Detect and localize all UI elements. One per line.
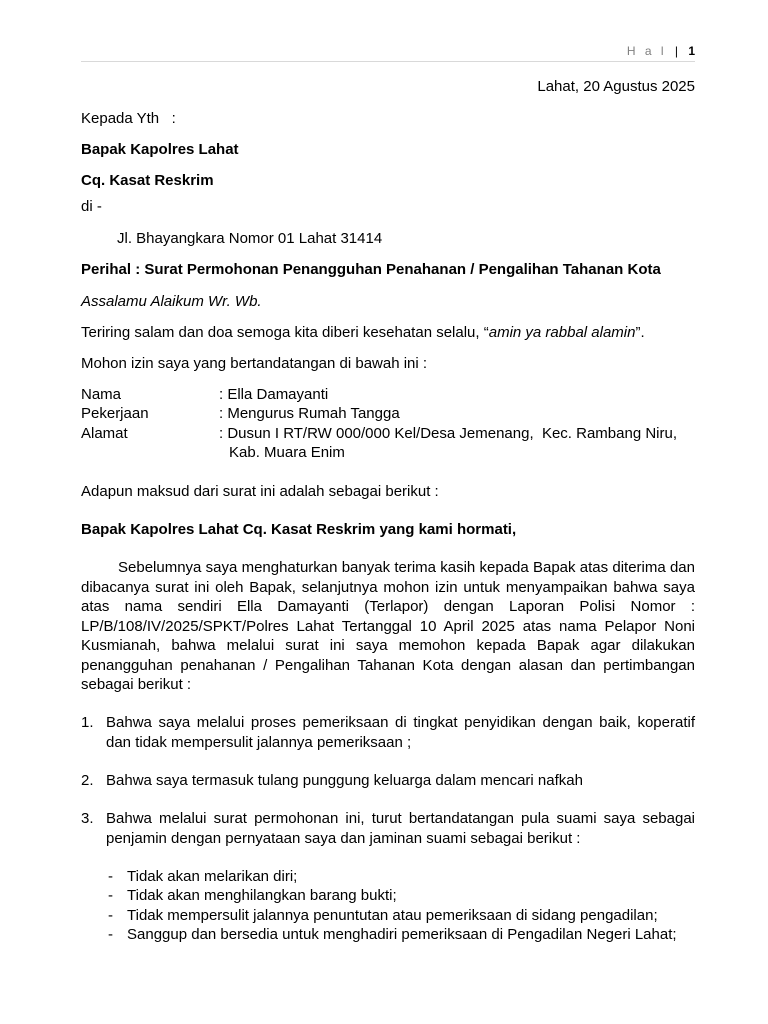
reason-number: 1. (81, 714, 94, 731)
commitment-item: Tidak akan melarikan diri; (127, 868, 298, 885)
intro-line: Mohon izin saya yang bertandatangan di bawah ini : (81, 355, 428, 372)
address-label: Alamat (81, 425, 128, 442)
subject-line: Perihal : Surat Permohonan Penangguhan Penahanan / Pengalihan Tahanan Kota (81, 261, 661, 278)
list-dash: - (108, 868, 113, 885)
greeting (81, 323, 645, 342)
reason-text: Bahwa melalui surat permohonan ini, turut bertandatangan pula suami saya sebagai penjamin dengan pernyataan saya dan jaminan suami sebagai berikut : (106, 810, 695, 847)
reason-number: 2. (81, 772, 94, 789)
list-dash: - (108, 907, 113, 924)
address-value-line2: Kab. Muara Enim (229, 444, 345, 461)
body-paragraph-text: Sebelumnya saya menghaturkan banyak terima kasih kepada Bapak atas diterima dan dibacanya surat ini oleh Bapak, selanjutnya mohon izin untuk menyampaikan bahwa saya atas nama sendiri Ella Damayanti (Terlapor) dengan Laporan Polisi Nomor : LP/B/108/IV/2025/SPKT/Polres Lahat Tertanggal 10 April 2025 atas nama Pelapor Noni Kusmianah, bahwa melalui surat ini saya memohon kepada Bapak agar dilakukan penangguhan penahanan / Pengalihan Tahanan Kota dengan alasan dan pertimbangan sebagai berikut : (81, 559, 695, 693)
to-label: Kepada Yth : (81, 110, 176, 127)
commitment-item: Sanggup dan bersedia untuk menghadiri pemeriksaan di Pengadilan Negeri Lahat; (127, 926, 677, 943)
di-label: di - (81, 198, 102, 215)
purpose-line: Adapun maksud dari surat ini adalah sebagai berikut : (81, 483, 439, 500)
commitment-item: Tidak akan menghilangkan barang bukti; (127, 887, 397, 904)
reason-number: 3. (81, 810, 94, 827)
header-separator: | (674, 44, 678, 58)
recipient: Bapak Kapolres Lahat (81, 141, 239, 158)
greeting-prefix: Teriring salam dan doa semoga kita diberi kesehatan selalu, “ (81, 324, 489, 341)
recipient-address: Jl. Bhayangkara Nomor 01 Lahat 31414 (117, 230, 383, 247)
name-value: : Ella Damayanti (219, 386, 329, 403)
address-value-line1: : Dusun I RT/RW 000/000 Kel/Desa Jemenang, Kec. Rambang Niru, (219, 425, 678, 442)
header-rule (81, 61, 695, 62)
page-number: 1 (688, 44, 695, 58)
page-header (627, 44, 695, 58)
recipient-via: Cq. Kasat Reskrim (81, 172, 214, 189)
reason-text: Bahwa saya melalui proses pemeriksaan di tingkat penyidikan dengan baik, koperatif dan tidak mempersulit jalannya pemeriksaan ; (106, 714, 695, 751)
list-dash: - (108, 887, 113, 904)
job-value: : Mengurus Rumah Tangga (219, 405, 400, 422)
job-label: Pekerjaan (81, 405, 149, 422)
greeting-suffix: ”. (635, 324, 645, 341)
salam: Assalamu Alaikum Wr. Wb. (81, 293, 262, 310)
salutation: Bapak Kapolres Lahat Cq. Kasat Reskrim yang kami hormati, (81, 521, 517, 538)
list-dash: - (108, 926, 113, 943)
greeting-italic: amin ya rabbal alamin (488, 324, 636, 341)
commitment-item: Tidak mempersulit jalannya penuntutan atau pemeriksaan di sidang pengadilan; (127, 907, 658, 924)
body-paragraph (81, 558, 695, 695)
place-date: Lahat, 20 Agustus 2025 (537, 78, 695, 95)
name-label: Nama (81, 386, 122, 403)
reason-text: Bahwa saya termasuk tulang punggung keluarga dalam mencari nafkah (106, 772, 583, 789)
page-label: H a l (626, 44, 667, 58)
